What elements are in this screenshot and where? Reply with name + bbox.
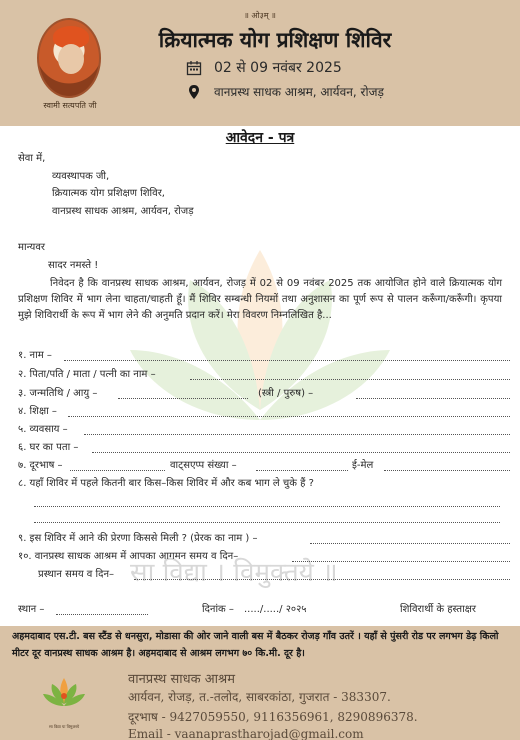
phone-input[interactable] <box>70 470 165 471</box>
lotus-logo-icon <box>40 672 88 724</box>
whatsapp-input[interactable] <box>256 470 348 471</box>
om-text: ॥ ओ३म् ॥ <box>244 11 276 20</box>
date-input[interactable]: ...../...../ २०२५ <box>244 604 307 615</box>
travel-instructions: अहमदाबाद एस.टी. बस स्टैंड से धनसुरा, मोडासा की ओर जाने वाली बस में बैठकर रोजड़ गाँव उतरें । यहाँ से पुंसरी रोड पर लगभग डेढ़ किलो मीटर दूर वानप्रस्थ साधक आश्रम है। अहमदाबाद से आश्रम लगभग ७० कि.मी. दूर है। <box>12 631 499 659</box>
page-title: क्रियात्मक योग प्रशिक्षण शिविर <box>158 28 392 52</box>
location-row <box>186 83 384 100</box>
footer-address: आर्यवन, रोजड़, त.-तलोद, साबरकांठा, गुजरात - 383307. <box>128 690 391 704</box>
previous-camps-input[interactable] <box>34 506 500 507</box>
field-label-dob: ३. जन्मतिथि / आयु – <box>18 388 98 399</box>
field-label-education: ४. शिक्षा – <box>18 406 57 417</box>
field-label-whatsapp: वाट्सएप्प संख्या – <box>170 460 237 471</box>
place-label: स्थान – <box>18 604 45 615</box>
portrait-image <box>37 18 101 98</box>
to-line: वानप्रस्थ साधक आश्रम, आर्यवन, रोजड़ <box>52 206 194 217</box>
date-row <box>186 58 342 77</box>
portrait-caption: स्वामी सत्यपति जी <box>43 101 97 110</box>
watermark-text: सा विद्या । विमुक्तये ॥ <box>130 558 338 588</box>
footer-phones: दूरभाष - 9427059550, 9116356961, 8290896378. <box>128 710 418 724</box>
signature-label: शिविरार्थी के हस्ताक्षर <box>400 604 476 615</box>
greeting: सादर नमस्ते ! <box>48 260 99 271</box>
inspiration-input[interactable] <box>310 543 510 544</box>
field-label-gender: (स्त्री / पुरुष) – <box>258 388 314 399</box>
field-label-inspiration: ९. इस शिविर में आने की प्रेरणा किससे मिली ? (प्रेरक का नाम ) – <box>18 533 258 544</box>
dob-age-input[interactable] <box>118 398 248 399</box>
previous-camps-input[interactable] <box>34 522 500 523</box>
request-paragraph: निवेदन है कि वानप्रस्थ साधक आश्रम, आर्यवन, रोजड़ में 02 से 09 नवंबर 2025 तक आयोजित होने वाले क्रियात्मक योग प्रशिक्षण शिविर में भाग लेना चाहता/चाहती हूँ। मैं शिविर सम्बन्धी नियमों तथा अनुशासन का पूर्ण रूप से पालन करूँगा/करूँगी। कृपया मुझे शिविरार्थी के रूप में भाग लेने की अनुमति प्रदान करें। मेरा विवरण निम्नलिखित है... <box>18 278 502 321</box>
address-input[interactable] <box>92 452 510 453</box>
field-label-name: १. नाम – <box>18 350 52 361</box>
salutation: मान्यवर <box>18 242 45 253</box>
location-pin-icon <box>186 84 202 100</box>
field-label-address: ६. घर का पता – <box>18 442 79 453</box>
field-label-occupation: ५. व्यवसाय – <box>18 424 68 435</box>
gender-input[interactable] <box>356 398 510 399</box>
email-input[interactable] <box>384 470 510 471</box>
footer-org-name: वानप्रस्थ साधक आश्रम <box>128 672 235 687</box>
field-label-previous: ८. यहाँ शिविर में पहले कितनी बार किस–किस शिविर में और कब भाग ले चुके हैं ? <box>18 478 314 489</box>
date-label: दिनांक – <box>202 604 234 615</box>
field-label-guardian: २. पिता/पति / माता / पत्नी का नाम – <box>18 369 156 380</box>
field-label-email: ई-मेल <box>352 460 374 471</box>
departure-input[interactable] <box>134 579 510 580</box>
field-label-arrival: १०. वानप्रस्थ साधक आश्रम में आपका आगमन समय व दिन– <box>18 551 239 562</box>
name-input[interactable] <box>64 360 510 361</box>
to-label: सेवा में, <box>18 153 46 164</box>
to-line: क्रियात्मक योग प्रशिक्षण शिविर, <box>52 188 165 199</box>
place-input[interactable] <box>56 614 148 615</box>
form-title: आवेदन - पत्र <box>225 130 295 146</box>
footer-email[interactable]: Email - vaanaprastharojad@gmail.com <box>128 727 364 740</box>
field-label-phone: ७. दूरभाष – <box>18 460 63 471</box>
event-dates: 02 से 09 नवंबर 2025 <box>214 60 342 76</box>
event-location: वानप्रस्थ साधक आश्रम, आर्यवन, रोजड़ <box>214 85 384 99</box>
calendar-icon <box>186 60 202 76</box>
guardian-name-input[interactable] <box>190 379 510 380</box>
logo-caption: सा विद्या या विमुक्तये <box>48 724 80 729</box>
education-input[interactable] <box>68 416 510 417</box>
occupation-input[interactable] <box>84 434 510 435</box>
arrival-input[interactable] <box>292 561 510 562</box>
to-line: व्यवस्थापक जी, <box>52 171 110 182</box>
field-label-departure: प्रस्थान समय व दिन– <box>38 569 114 580</box>
